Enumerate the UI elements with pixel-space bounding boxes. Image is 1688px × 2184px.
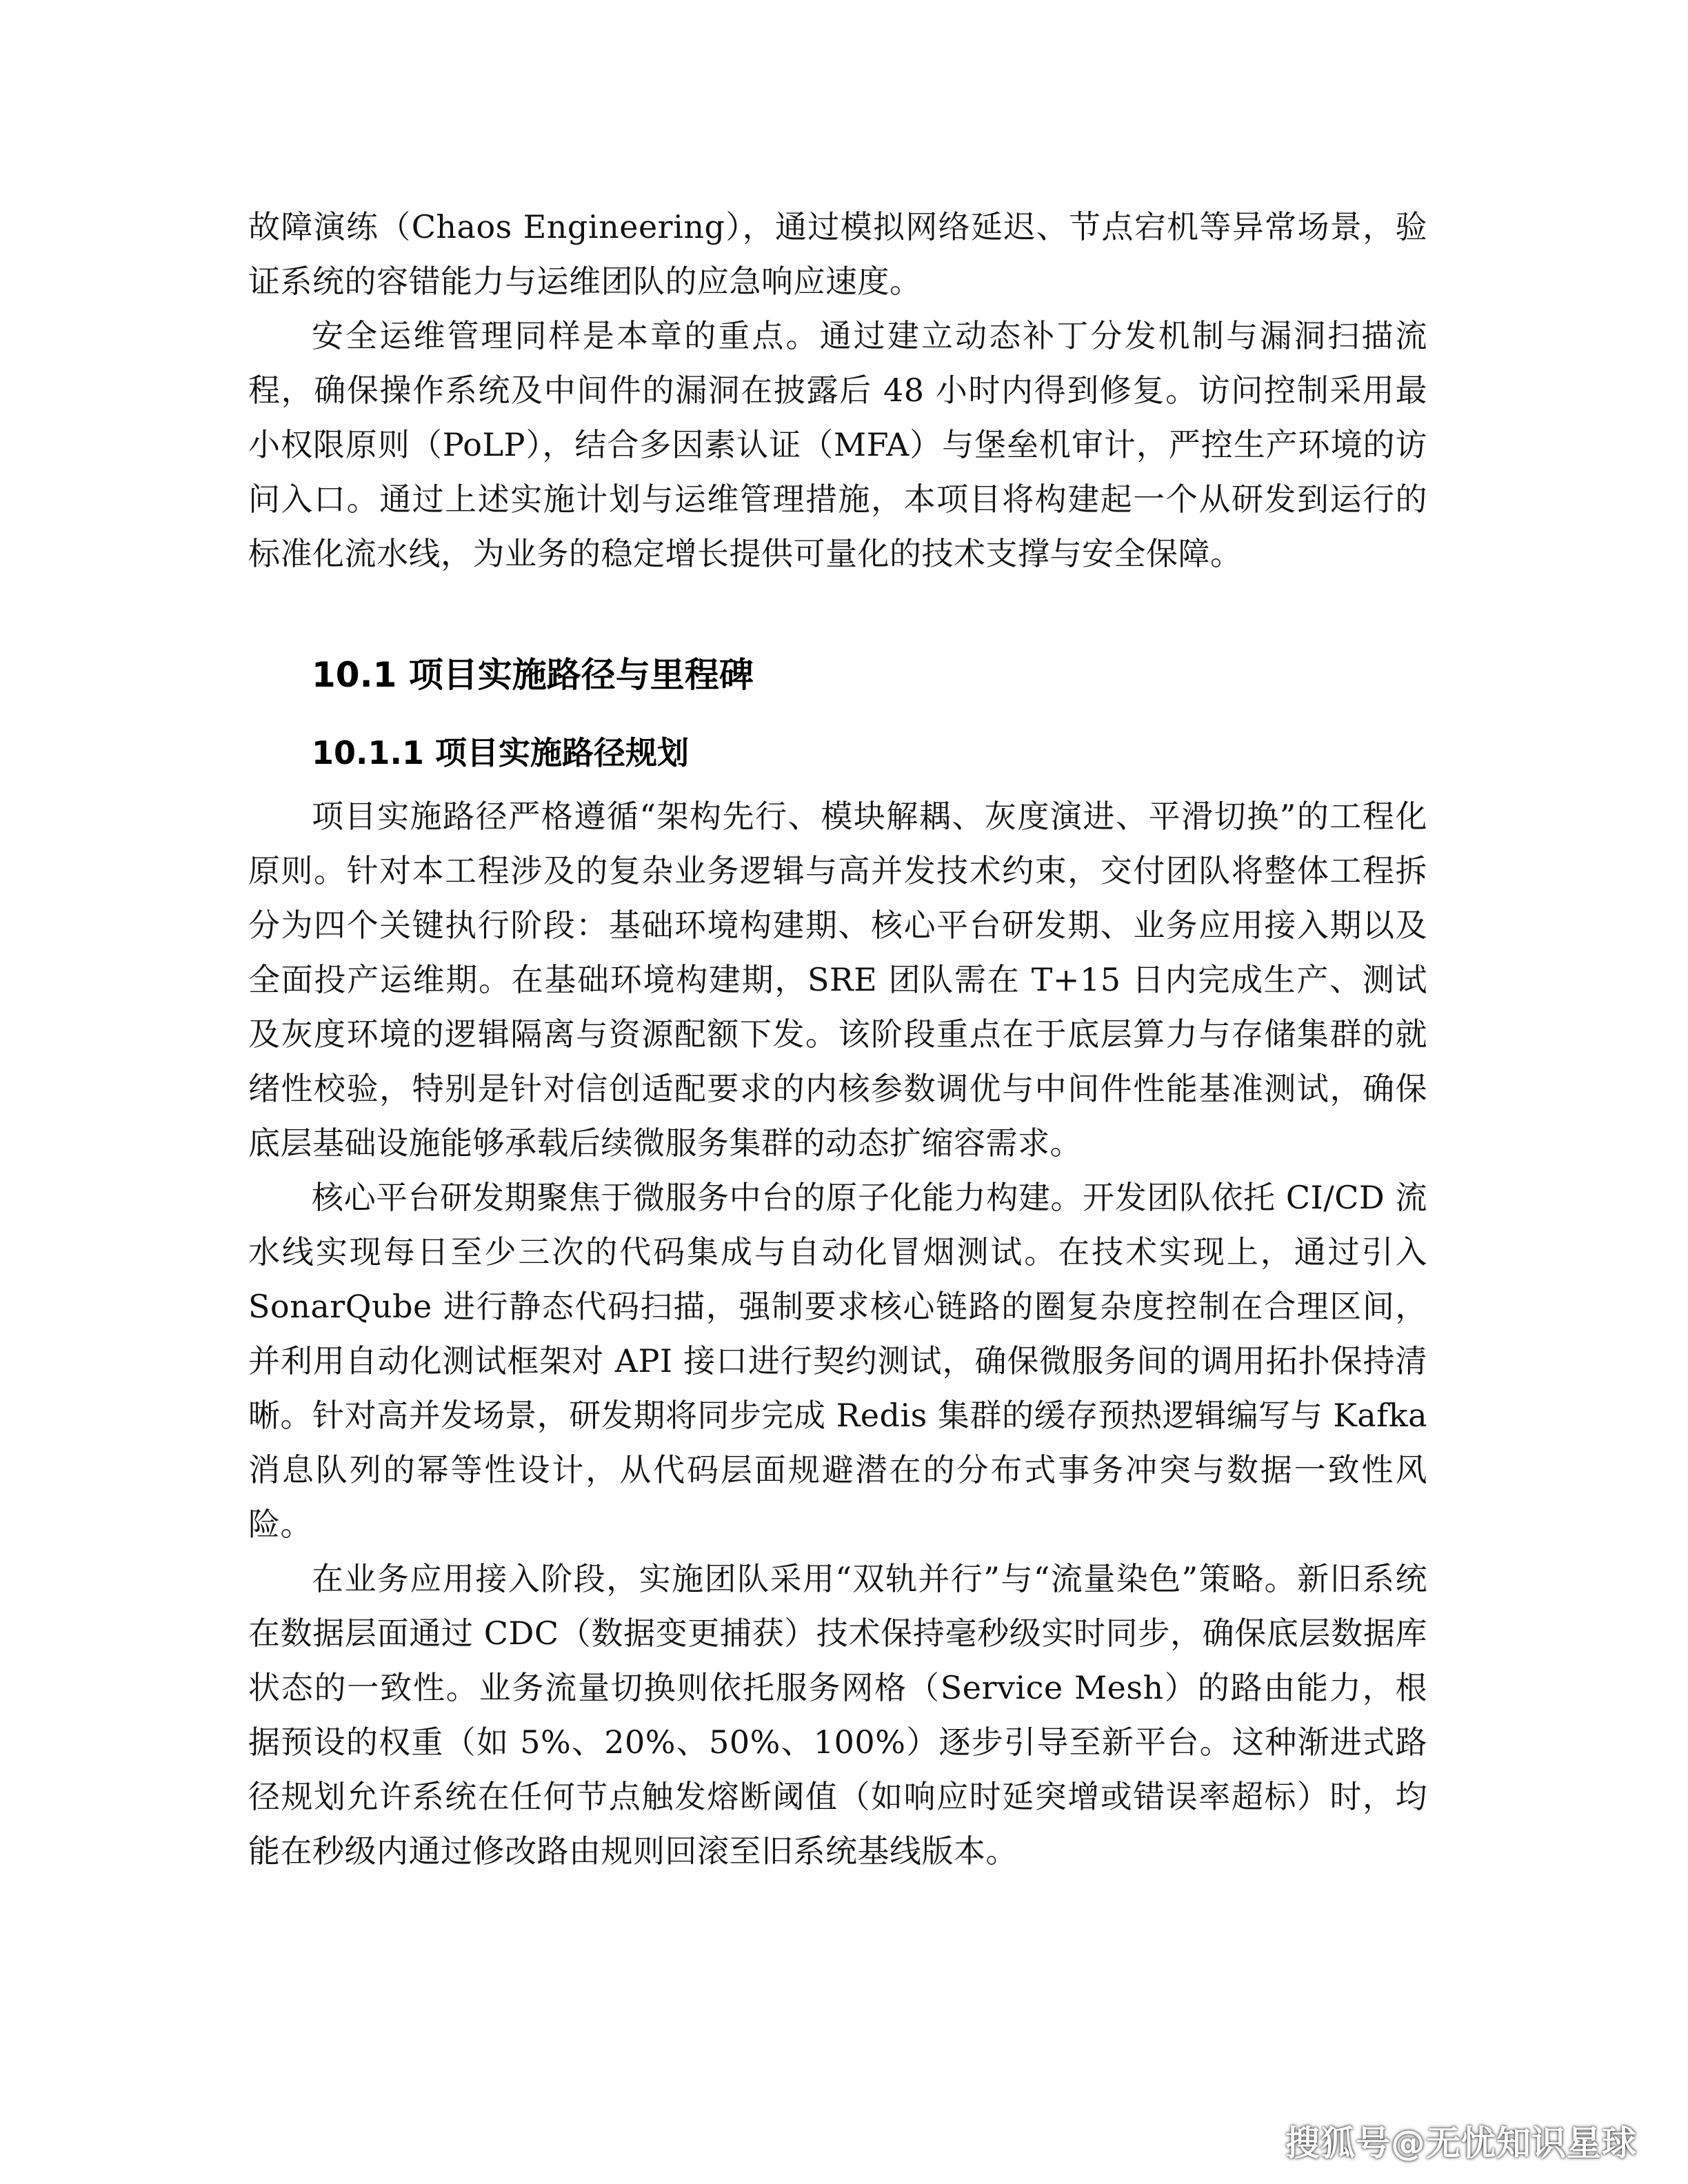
paragraph-security-ops: 安全运维管理同样是本章的重点。通过建立动态补丁分发机制与漏洞扫描流程，确保操作系统及中间件的漏洞在披露后 48 小时内得到修复。访问控制采用最小权限原则（PoLP），结合多因素认证（MFA）与堡垒机审计，严控生产环境的访问入口。通过上述实施计划与运维管理措施，本项目将构建起一个从研发到运行的标准化流水线，为业务的稳定增长提供可量化的技术支撑与安全保障。 <box>248 317 1427 572</box>
paragraph-implementation-path: 项目实施路径严格遵循“架构先行、模块解耦、灰度演进、平滑切换”的工程化原则。针对本工程涉及的复杂业务逻辑与高并发技术约束，交付团队将整体工程拆分为四个关键执行阶段：基础环境构建期、核心平台研发期、业务应用接入期以及全面投产运维期。在基础环境构建期，SRE 团队需在 T+15 日内完成生产、测试及灰度环境的逻辑隔离与资源配额下发。该阶段重点在于底层算力与存储集群的就绪性校验，特别是针对信创适配要求的内核参数调优与中间件性能基准测试，确保底层基础设施能够承载后续微服务集群的动态扩缩容需求。 <box>248 798 1427 1162</box>
section-heading: 10.1 项目实施路径与里程碑 <box>312 655 754 695</box>
subsection-heading: 10.1.1 项目实施路径规划 <box>312 734 689 771</box>
document-body <box>248 200 1427 1879</box>
paragraph-core-platform: 核心平台研发期聚焦于微服务中台的原子化能力构建。开发团队依托 CI/CD 流水线实现每日至少三次的代码集成与自动化冒烟测试。在技术实现上，通过引入 SonarQube 进行静态代码扫描，强制要求核心链路的圈复杂度控制在合理区间，并利用自动化测试框架对 API 接口进行契约测试，确保微服务间的调用拓扑保持清晰。针对高并发场景，研发期将同步完成 Redis 集群的缓存预热逻辑编写与 Kafka 消息队列的幂等性设计，从代码层面规避潜在的分布式事务冲突与数据一致性风险。 <box>248 1179 1427 1543</box>
source-watermark: 搜狐号@无忧知识星球 <box>1285 2123 1637 2163</box>
paragraph-chaos-engineering: 故障演练（Chaos Engineering），通过模拟网络延迟、节点宕机等异常场景，验证系统的容错能力与运维团队的应急响应速度。 <box>248 208 1427 300</box>
paragraph-business-access: 在业务应用接入阶段，实施团队采用“双轨并行”与“流量染色”策略。新旧系统在数据层面通过 CDC（数据变更捕获）技术保持毫秒级实时同步，确保底层数据库状态的一致性。业务流量切换则依托服务网格（Service Mesh）的路由能力，根据预设的权重（如 5%、20%、50%、100%）逐步引导至新平台。这种渐进式路径规划允许系统在任何节点触发熔断阈值（如响应时延突增或错误率超标）时，均能在秒级内通过修改路由规则回滚至旧系统基线版本。 <box>248 1560 1427 1870</box>
